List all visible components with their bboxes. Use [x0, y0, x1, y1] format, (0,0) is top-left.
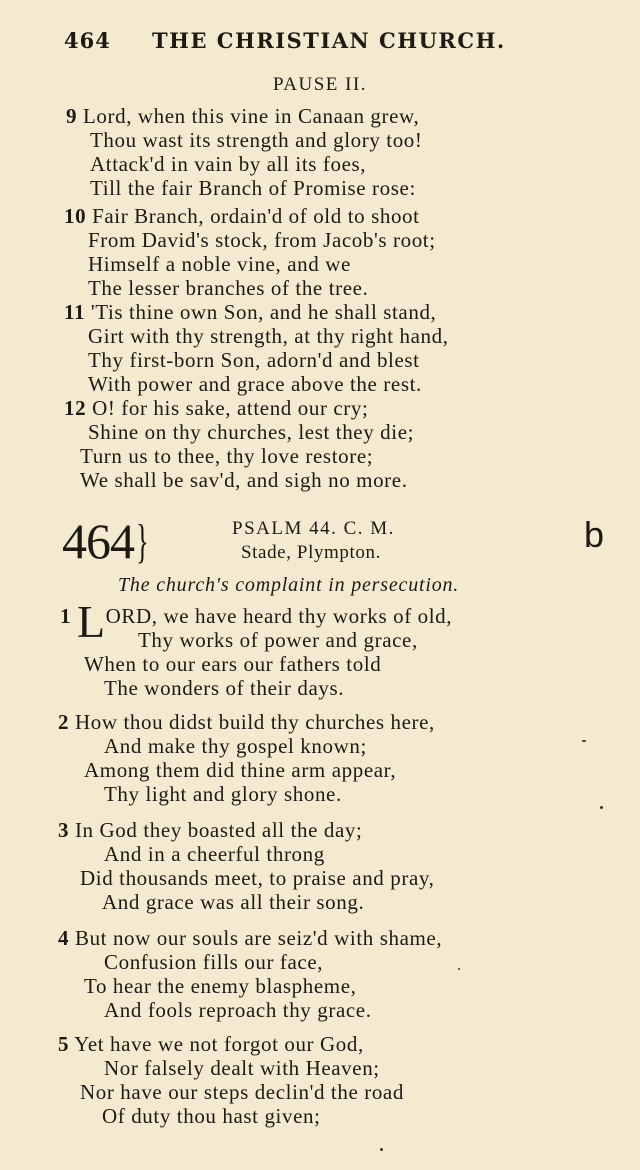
verse-line: Among them did thine arm appear, — [84, 758, 397, 782]
pause-heading: PAUSE II. — [272, 74, 368, 95]
tune-names: Stade, Plympton. — [241, 542, 381, 563]
verse-line: And grace was all their song. — [102, 890, 365, 914]
ink-speck — [582, 740, 586, 742]
verse-line: And in a cheerful throng — [104, 842, 325, 866]
ink-speck — [458, 968, 460, 970]
verse-line: Nor have our steps declin'd the road — [80, 1080, 404, 1104]
verse-line: And make thy gospel known; — [104, 734, 367, 758]
verse-line: O! for his sake, attend our cry; — [92, 396, 369, 420]
verse-line: Shine on thy churches, lest they die; — [88, 420, 415, 444]
stanza-number: 5 — [58, 1032, 70, 1056]
verse-line: Girt with thy strength, at thy right hand, — [88, 324, 449, 348]
running-title: THE CHRISTIAN CHURCH. — [152, 28, 506, 53]
margin-mark: b — [584, 514, 605, 555]
verse-line: Confusion fills our face, — [104, 950, 324, 974]
verse-line: Thy light and glory shone. — [104, 782, 342, 806]
hymn-subtitle: The church's complaint in persecution. — [118, 574, 460, 596]
verse-line: And fools reproach thy grace. — [104, 998, 372, 1022]
verse-line: When to our ears our fathers told — [84, 652, 382, 676]
brace-icon: } — [136, 515, 149, 568]
ink-speck — [600, 806, 603, 809]
verse-line: Himself a noble vine, and we — [88, 252, 351, 276]
stanza-number: 10 — [64, 204, 87, 228]
stanza-number: 12 — [64, 396, 87, 420]
verse-line: Turn us to thee, thy love restore; — [80, 444, 374, 468]
verse-line: The wonders of their days. — [104, 676, 345, 700]
verse-line: We shall be sav'd, and sigh no more. — [80, 468, 408, 492]
page-number: 464 — [64, 28, 111, 53]
verse-line: But now our souls are seiz'd with shame, — [74, 926, 443, 950]
verse-line: 'Tis thine own Son, and he shall stand, — [90, 300, 437, 324]
stanza-number: 9 — [66, 104, 78, 128]
verse-line: Lord, when this vine in Canaan grew, — [82, 104, 420, 128]
verse-line: The lesser branches of the tree. — [88, 276, 369, 300]
stanza-number: 2 — [58, 710, 70, 734]
psalm-heading: PSALM 44. C. M. — [232, 518, 395, 539]
verse-line: Thy works of power and grace, — [138, 628, 418, 652]
verse-line: Attack'd in vain by all its foes, — [90, 152, 367, 176]
stanza-number: 4 — [58, 926, 70, 950]
stanza-number: 3 — [58, 818, 70, 842]
verse-line: Did thousands meet, to praise and pray, — [80, 866, 435, 890]
verse-line: How thou didst build thy churches here, — [74, 710, 435, 734]
verse-line: Thy first-born Son, adorn'd and blest — [88, 348, 420, 372]
verse-line: ORD, we have heard thy works of old, — [105, 604, 453, 628]
verse-line: Nor falsely dealt with Heaven; — [104, 1056, 380, 1080]
stanza-number: 1 — [60, 604, 72, 628]
ink-speck — [380, 1148, 383, 1151]
verse-line: Thou wast its strength and glory too! — [90, 128, 423, 152]
verse-line: In God they boasted all the day; — [74, 818, 363, 842]
verse-line: Yet have we not forgot our God, — [74, 1032, 364, 1056]
stanza-number: 11 — [64, 300, 86, 324]
hymn-number: 464 — [62, 513, 134, 569]
verse-line: Fair Branch, ordain'd of old to shoot — [92, 204, 420, 228]
verse-line: With power and grace above the rest. — [88, 372, 422, 396]
running-header — [64, 28, 534, 58]
verse-line: Till the fair Branch of Promise rose: — [90, 176, 416, 200]
verse-line: To hear the enemy blaspheme, — [84, 974, 357, 998]
verse-line: From David's stock, from Jacob's root; — [88, 228, 436, 252]
verse-line: Of duty thou hast given; — [102, 1104, 321, 1128]
drop-cap: L — [76, 596, 106, 647]
